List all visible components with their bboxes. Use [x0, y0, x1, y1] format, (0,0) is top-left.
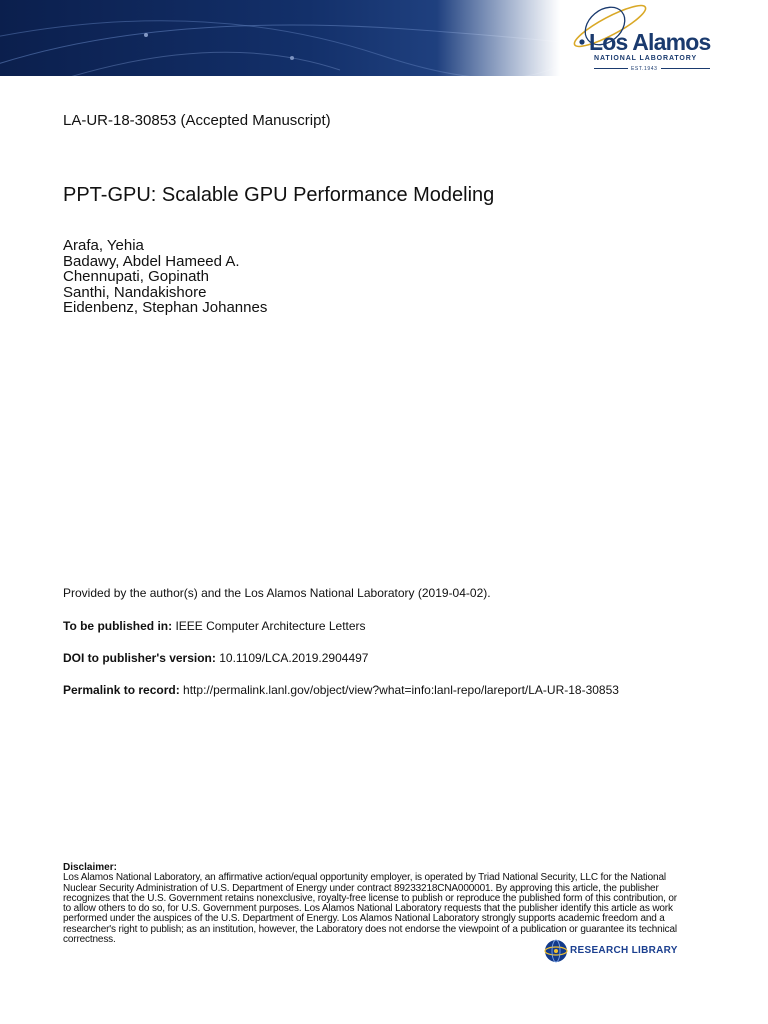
header-banner: [0, 0, 560, 76]
author-item: Arafa, Yehia: [63, 237, 144, 254]
logo-subtitle: NATIONAL LABORATORY: [594, 55, 698, 62]
lanl-logo: [565, 0, 725, 76]
banner-graphic: [0, 0, 560, 76]
research-library-logo: [544, 939, 694, 963]
permalink-link[interactable]: http://permalink.lanl.gov/object/view?what=info:lanl-repo/lareport/LA-UR-18-30853: [183, 683, 619, 697]
disclaimer-line: performed under the auspices of the U.S. Department of Energy. Los Alamos National Laboratory strongly supports academic freedom and a: [63, 913, 665, 925]
doi-row: [63, 651, 368, 665]
provided-by-note: Provided by the author(s) and the Los Alamos National Laboratory (2019-04-02).: [63, 586, 491, 600]
disclaimer-line: Nuclear Security Administration of U.S. Department of Energy under contract 89233218CNA000001. By approving this article, the publisher: [63, 882, 659, 894]
disclaimer-text: [63, 873, 713, 945]
logo-divider-right: [661, 68, 710, 69]
globe-icon: [544, 939, 568, 963]
document-title: PPT-GPU: Scalable GPU Performance Modeling: [63, 184, 495, 206]
logo-wordmark: Los Alamos: [589, 29, 711, 55]
disclaimer-block: [63, 863, 713, 945]
logo-established: EST.1943: [631, 66, 658, 72]
disclaimer-line: correctness.: [63, 934, 116, 946]
research-library-label: RESEARCH LIBRARY: [570, 945, 678, 956]
logo-divider-left: [594, 68, 628, 69]
author-item: Chennupati, Gopinath: [63, 268, 209, 286]
disclaimer-line: researcher's right to publish; as an institution, however, the Laboratory does not endorse the viewpoint of a publication or guarantee its technical: [63, 923, 677, 935]
doi-label: DOI to publisher's version:: [63, 651, 216, 665]
published-in-row: [63, 619, 366, 633]
disclaimer-line: recognizes that the U.S. Government retains nonexclusive, royalty-free license to publish or reproduce the published form of this contribution, or: [63, 892, 677, 904]
published-in-value: IEEE Computer Architecture Letters: [175, 619, 366, 633]
disclaimer-heading: Disclaimer:: [63, 862, 117, 873]
published-in-label: To be published in:: [63, 619, 173, 633]
author-item: Santhi, Nandakishore: [63, 283, 207, 301]
report-id: LA-UR-18-30853 (Accepted Manuscript): [63, 112, 331, 129]
disclaimer-line: to allow others to do so, for U.S. Government purposes. Los Alamos National Laboratory requests that the publisher identify this article as work: [63, 903, 673, 915]
permalink-row: [63, 683, 619, 697]
author-list: [63, 238, 267, 316]
author-item: Eidenbenz, Stephan Johannes: [63, 299, 268, 317]
doi-value[interactable]: 10.1109/LCA.2019.2904497: [219, 651, 369, 665]
permalink-label: Permalink to record:: [63, 683, 180, 697]
disclaimer-line: Los Alamos National Laboratory, an affirmative action/equal opportunity employer, is operated by Triad National Security, LLC for the National: [63, 872, 666, 884]
author-item: Badawy, Abdel Hameed A.: [63, 252, 240, 270]
